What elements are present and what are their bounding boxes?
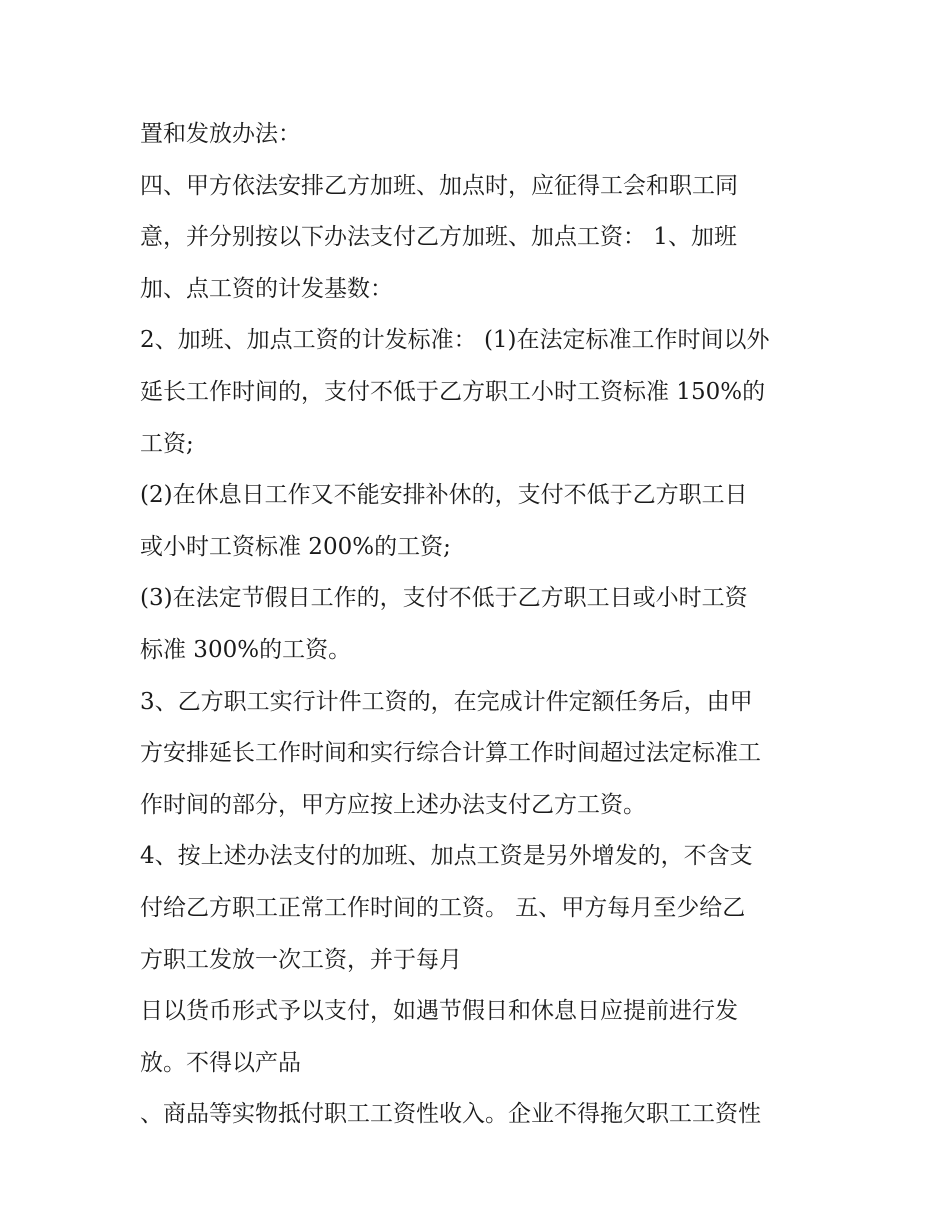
text-line: 4、按上述办法支付的加班、加点工资是另外增发的，不含支 [140, 843, 753, 870]
text-line: 付给乙方职工正常工作时间的工资。 五、甲方每月至少给乙 [140, 894, 746, 921]
text-line: 方职工发放一次工资，并于每月 [140, 946, 462, 973]
text-line: 方安排延长工作时间和实行综合计算工作时间超过法定标准工 [140, 740, 761, 767]
text-line: 加、点工资的计发基数： [140, 275, 393, 302]
text-line: 日以货币形式予以支付，如遇节假日和休息日应提前进行发 [140, 998, 738, 1025]
text-line: (3)在法定节假日工作的，支付不低于乙方职工日或小时工资 [140, 585, 748, 612]
text-line: 工资; [140, 430, 194, 457]
text-line: 延长工作时间的，支付不低于乙方职工小时工资标准 150%的 [140, 378, 766, 405]
text-line: 、商品等实物抵付职工工资性收入。企业不得拖欠职工工资性 [140, 1101, 761, 1128]
text-line: 意，并分别按以下办法支付乙方加班、加点工资： 1、加班 [140, 224, 737, 251]
text-line: 作时间的部分，甲方应按上述办法支付乙方工资。 [140, 791, 646, 818]
text-line: 3、乙方职工实行计件工资的，在完成计件定额任务后，由甲 [140, 688, 753, 715]
text-line: 置和发放办法： [140, 121, 301, 147]
text-line: 放。不得以产品 [140, 1049, 301, 1076]
text-line: 标准 300%的工资。 [140, 636, 352, 663]
text-line: (2)在休息日工作又不能安排补休的，支付不低于乙方职工日 [140, 482, 748, 509]
text-line: 四、甲方依法安排乙方加班、加点时，应征得工会和职工同 [140, 172, 738, 199]
text-line: 2、加班、加点工资的计发标准： (1)在法定标准工作时间以外 [140, 327, 770, 354]
body-text [140, 109, 840, 1141]
text-line: 或小时工资标准 200%的工资; [140, 533, 451, 560]
